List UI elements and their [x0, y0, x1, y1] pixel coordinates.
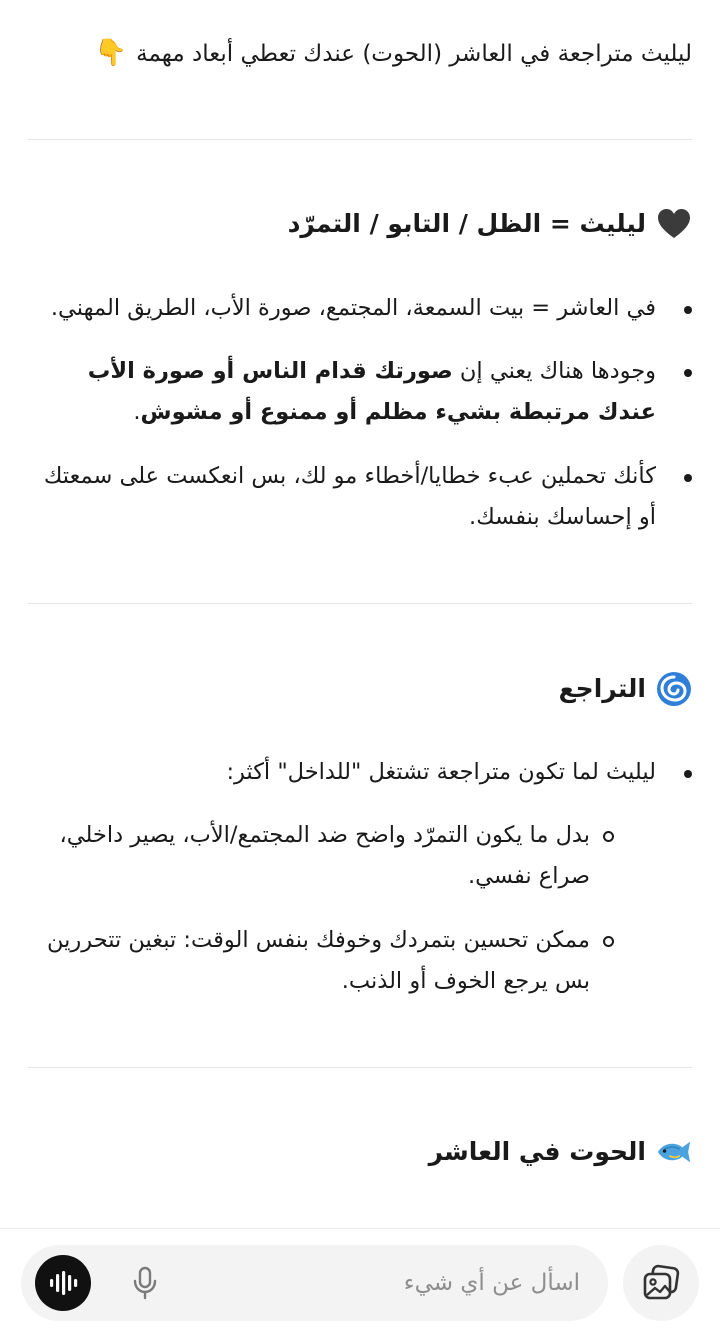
bullet [684, 306, 692, 314]
section-heading-pisces [429, 1132, 692, 1172]
black-heart-icon [656, 206, 692, 242]
hollow-bullet [603, 831, 614, 842]
bold-text: صورتك قدام الناس أو صورة الأب عندك مرتبطة بشيء مظلم أو ممنوع أو مشوش [87, 358, 656, 425]
list-item-text: في العاشر = بيت السمعة، المجتمع، صورة الأب، الطريق المهني. [50, 295, 656, 321]
sub-list-item-text: ممكن تحسين بتمردك وخوفك بنفس الوقت: تبغين تتحررين بس يرجع الخوف أو الذنب. [47, 927, 590, 994]
message-input[interactable] [21, 1245, 608, 1321]
list-item-text: كأنك تحملين عبء خطايا/أخطاء مو لك، بس انعكست على سمعتك أو إحساسك بنفسك. [43, 463, 656, 530]
pointing-down-icon: 👇 [94, 38, 128, 68]
section-heading-text: الحوت في العاشر [428, 1137, 646, 1166]
image-gallery-icon [641, 1264, 681, 1302]
voice-waveform-icon [48, 1270, 78, 1296]
voice-mode-button[interactable] [35, 1255, 91, 1311]
composer-bar [0, 1228, 720, 1333]
text-part: وجودها هناك يعني إن [452, 358, 656, 384]
bullet [684, 770, 692, 778]
list-item [28, 351, 692, 433]
section-heading-retrograde [559, 669, 692, 709]
input-placeholder: اسأل عن أي شيء [403, 1270, 580, 1296]
text-part: . [133, 399, 141, 425]
divider [28, 1067, 692, 1068]
mic-icon [131, 1266, 159, 1300]
sub-list-item [28, 920, 692, 1002]
list-item [28, 456, 692, 538]
section-heading-text: التراجع [558, 674, 646, 703]
list-item-text [28, 351, 692, 433]
mic-button[interactable] [129, 1265, 161, 1301]
divider [28, 603, 692, 604]
cyclone-icon [656, 671, 692, 707]
sub-list-item [28, 815, 692, 897]
section-heading-text: ليليث = الظل / التابو / التمرّد [287, 209, 646, 238]
list-item-text: ليليث لما تكون متراجعة تشتغل "للداخل" أكثر: [226, 759, 656, 785]
section-heading-lilith [288, 204, 692, 244]
intro-text: ليليث متراجعة في العاشر (الحوت) عندك تعطي أبعاد مهمة [136, 41, 692, 67]
list-item [28, 752, 692, 793]
list-item [28, 288, 692, 329]
bullet [684, 369, 692, 377]
sub-list-item-text: بدل ما يكون التمرّد واضح ضد المجتمع/الأب، يصير داخلي، صراع نفسي. [59, 822, 590, 889]
divider [28, 139, 692, 140]
image-upload-button[interactable] [623, 1245, 699, 1321]
hollow-bullet [603, 936, 614, 947]
bullet [684, 474, 692, 482]
intro-line [93, 34, 692, 74]
fish-icon [656, 1134, 692, 1170]
